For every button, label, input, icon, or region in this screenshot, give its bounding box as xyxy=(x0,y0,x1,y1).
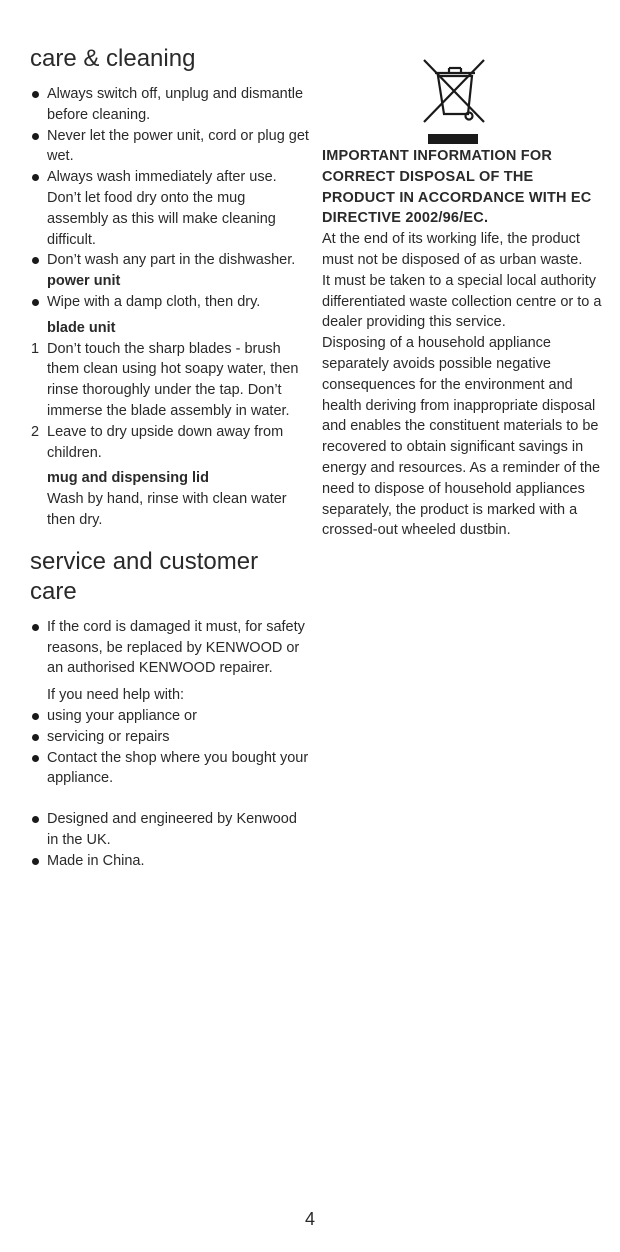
list-item: Never let the power unit, cord or plug get wet. xyxy=(30,126,310,168)
list-item: Made in China. xyxy=(30,851,310,872)
list-item: Don’t wash any part in the dishwasher. xyxy=(30,250,310,271)
list-item: using your appliance or xyxy=(30,706,310,727)
disposal-paragraph: At the end of its working life, the product must not be disposed of as urban waste. xyxy=(322,231,583,268)
service-list xyxy=(30,617,310,679)
disposal-paragraph: It must be taken to a special local authority differentiated waste collection centre or to a dealer providing this service. xyxy=(322,272,602,331)
list-item: If the cord is damaged it must, for safety reasons, be replaced by KENWOOD or an authorised KENWOOD repairer. xyxy=(30,617,310,679)
bullet-icon xyxy=(32,816,39,823)
list-item: Always wash immediately after use. Don’t let food dry onto the mug assembly as this will make cleaning difficult. xyxy=(30,167,310,250)
step-number: 1 xyxy=(31,340,40,357)
bullet-icon xyxy=(32,624,39,631)
help-intro: If you need help with: xyxy=(47,687,185,704)
bullet-icon xyxy=(32,713,39,720)
bullet-icon xyxy=(32,174,39,181)
bullet-icon xyxy=(32,734,39,741)
bullet-icon xyxy=(32,299,39,306)
list-item: servicing or repairs xyxy=(30,727,310,748)
care-bullet-list xyxy=(30,84,310,271)
disposal-paragraph: Disposing of a household appliance separately avoids possible negative consequences for the environment and health deriving from inappropriate disposal and enables the constituent materials to be recovered to obtain significant savings in energy and resources. As a reminder of the need to dispose of household appliances separately, the product is marked with a crossed-out wheeled dustbin. xyxy=(322,335,601,539)
care-cleaning-title: care & cleaning xyxy=(30,45,196,72)
list-item: Contact the shop where you bought your appliance. xyxy=(30,748,310,790)
disposal-heading: IMPORTANT INFORMATION FOR CORRECT DISPOSAL OF THE PRODUCT IN ACCORDANCE WITH EC DIRECTIVE 2002/96/EC. xyxy=(322,148,592,227)
page-number: 4 xyxy=(304,1209,315,1229)
help-list xyxy=(30,706,310,789)
blade-unit-steps xyxy=(30,339,310,464)
power-unit-list xyxy=(30,292,310,313)
bullet-icon xyxy=(32,257,39,264)
origin-list xyxy=(30,809,310,871)
left-column xyxy=(30,44,310,872)
power-unit-heading: power unit xyxy=(47,273,121,290)
bullet-icon xyxy=(32,858,39,865)
mug-lid-text: Wash by hand, rinse with clean water then dry. xyxy=(47,491,287,528)
mug-lid-heading: mug and dispensing lid xyxy=(47,470,209,487)
list-item: Designed and engineered by Kenwood in the UK. xyxy=(30,809,310,851)
blade-unit-heading: blade unit xyxy=(47,319,116,336)
list-item: 2 Leave to dry upside down away from children. xyxy=(31,423,284,461)
bullet-icon xyxy=(32,133,39,140)
step-number: 2 xyxy=(31,423,40,440)
disposal-symbol xyxy=(322,56,602,146)
list-item: Wipe with a damp cloth, then dry. xyxy=(30,292,310,313)
bullet-icon xyxy=(32,91,39,98)
list-item: Always switch off, unplug and dismantle before cleaning. xyxy=(30,84,310,126)
crossed-out-wheeled-bin-icon xyxy=(422,56,488,148)
list-item: 1 Don’t touch the sharp blades - brush them clean using hot soapy water, then rinse thoroughly under the tap. Don’t immerse the blade assembly in water. xyxy=(31,340,299,419)
service-title: service and customer care xyxy=(30,547,259,605)
bullet-icon xyxy=(32,755,39,762)
right-column xyxy=(322,56,602,541)
